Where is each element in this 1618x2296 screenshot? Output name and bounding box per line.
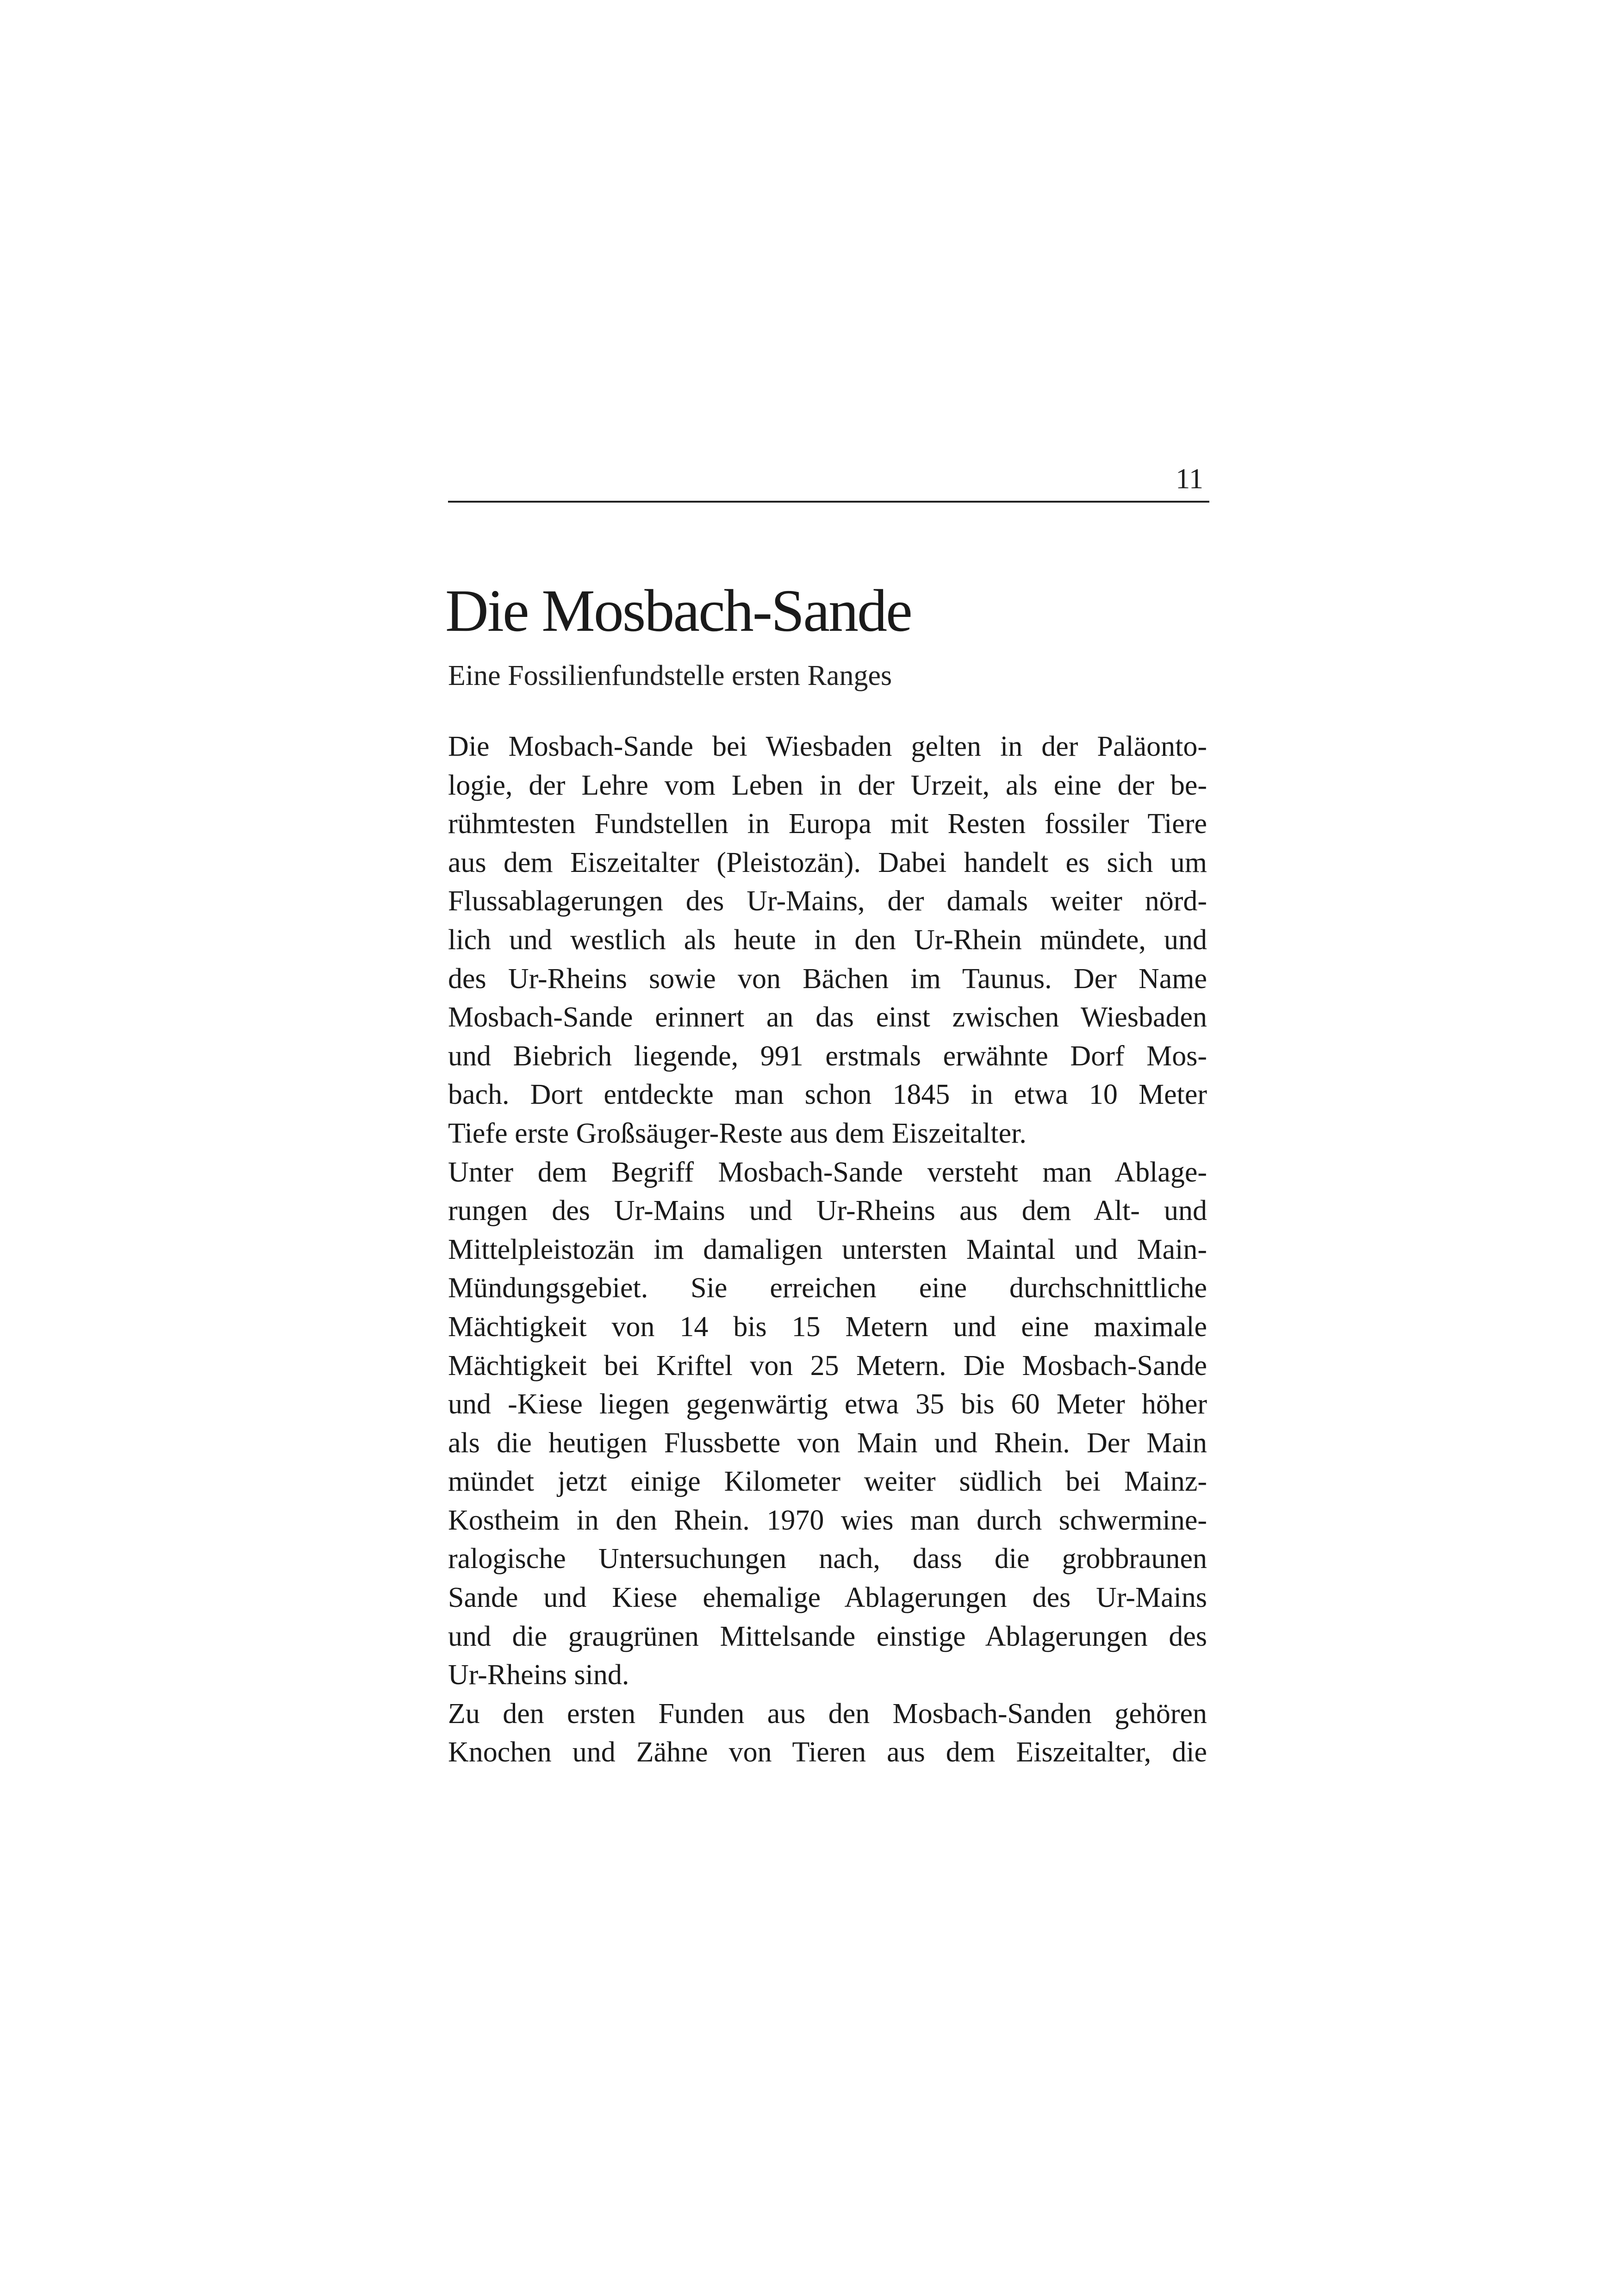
- body-line: und -Kiese liegen gegenwärtig etwa 35 bis 60 Meter höher: [448, 1388, 1207, 1420]
- body-line: Flussablagerungen des Ur-Mains, der damals weiter nörd-: [448, 885, 1207, 917]
- article-subtitle: Eine Fossilienfundstelle ersten Ranges: [448, 660, 892, 691]
- body-line: Mächtigkeit bei Kriftel von 25 Metern. Die Mosbach-Sande: [448, 1350, 1207, 1381]
- body-line: logie, der Lehre vom Leben in der Urzeit, als eine der be-: [448, 769, 1207, 801]
- body-line: Zu den ersten Funden aus den Mosbach-Sanden gehören: [448, 1698, 1207, 1730]
- body-line: Die Mosbach-Sande bei Wiesbaden gelten in der Paläonto-: [448, 731, 1207, 762]
- body-line: mündet jetzt einige Kilometer weiter südlich bei Mainz-: [448, 1466, 1207, 1498]
- body-line: Ur-Rheins sind.: [448, 1659, 629, 1691]
- body-line: Kostheim in den Rhein. 1970 wies man durch schwermine-: [448, 1504, 1207, 1536]
- header-rule: [448, 501, 1209, 503]
- body-line: Mächtigkeit von 14 bis 15 Metern und eine maximale: [448, 1311, 1207, 1343]
- article-title: Die Mosbach-Sande: [445, 578, 911, 644]
- body-line: Sande und Kiese ehemalige Ablagerungen des Ur-Mains: [448, 1582, 1207, 1614]
- body-line: des Ur-Rheins sowie von Bächen im Taunus. Der Name: [448, 963, 1207, 995]
- body-line: und Biebrich liegende, 991 erstmals erwähnte Dorf Mos-: [448, 1040, 1207, 1072]
- body-line: ralogische Untersuchungen nach, dass die grobbraunen: [448, 1543, 1207, 1575]
- body-line: Tiefe erste Großsäuger-Reste aus dem Eiszeitalter.: [448, 1117, 1027, 1149]
- body-line: als die heutigen Flussbette von Main und Rhein. Der Main: [448, 1427, 1207, 1459]
- body-line: Unter dem Begriff Mosbach-Sande versteht man Ablage-: [448, 1156, 1207, 1188]
- body-line: Mosbach-Sande erinnert an das einst zwischen Wiesbaden: [448, 1002, 1207, 1033]
- body-line: und die graugrünen Mittelsande einstige Ablagerungen des: [448, 1620, 1207, 1652]
- body-line: rühmtesten Fundstellen in Europa mit Resten fossiler Tiere: [448, 808, 1207, 840]
- body-line: bach. Dort entdeckte man schon 1845 in etwa 10 Meter: [448, 1079, 1207, 1111]
- body-text: [448, 728, 1207, 1772]
- body-line: Knochen und Zähne von Tieren aus dem Eiszeitalter, die: [448, 1736, 1207, 1768]
- body-line: Mündungsgebiet. Sie erreichen eine durchschnittliche: [448, 1272, 1207, 1304]
- body-line: Mittelpleistozän im damaligen untersten Maintal und Main-: [448, 1233, 1207, 1265]
- body-line: lich und westlich als heute in den Ur-Rhein mündete, und: [448, 924, 1207, 956]
- body-line: rungen des Ur-Mains und Ur-Rheins aus dem Alt- und: [448, 1195, 1207, 1227]
- body-line: aus dem Eiszeitalter (Pleistozän). Dabei handelt es sich um: [448, 846, 1207, 878]
- page-number: 11: [1176, 463, 1203, 495]
